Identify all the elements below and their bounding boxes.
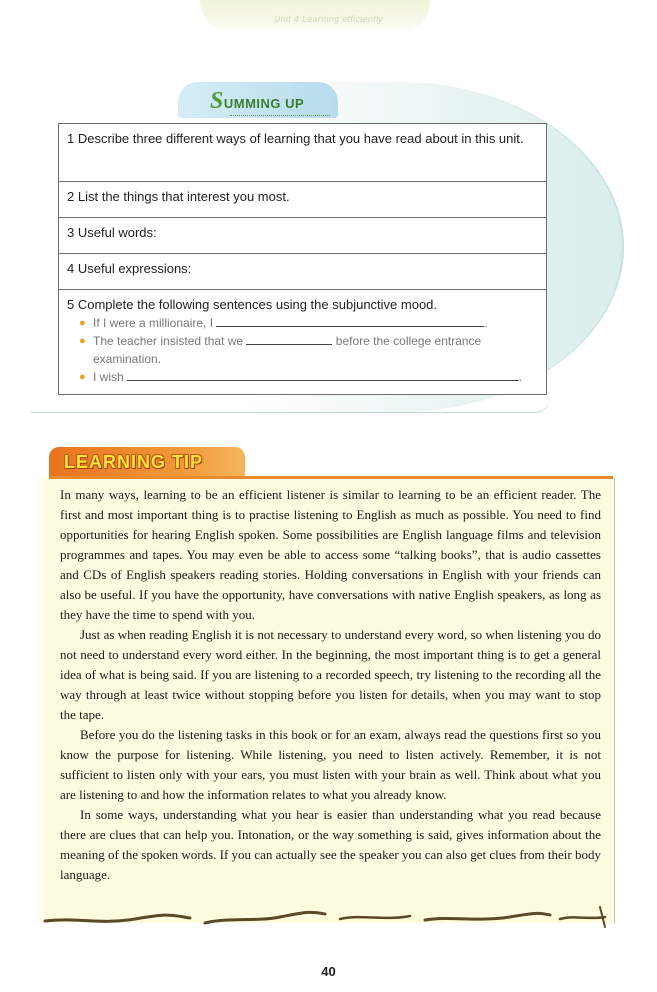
row-number: 1 bbox=[67, 131, 75, 146]
bullet-icon: ● bbox=[79, 317, 86, 329]
sentence-item bbox=[67, 314, 538, 332]
tip-paragraph-4: In some ways, understanding what you hear is easier than understanding what you read because there are clues that can help you. Intonation, or the way something is said, gives information about the meaning of the spoken words. If you can actually see the speaker you can also get clues from their body language. bbox=[60, 807, 601, 882]
learning-tip-left-edge bbox=[36, 478, 48, 923]
summing-up-title-rest: UMMING UP bbox=[223, 96, 305, 111]
row-number: 2 bbox=[67, 189, 75, 204]
summing-up-row-3 bbox=[59, 218, 546, 254]
answer-blank[interactable] bbox=[216, 314, 484, 327]
row-text: Describe three different ways of learning that you have read about in this unit. bbox=[77, 131, 524, 146]
summing-up-title bbox=[210, 88, 304, 115]
sentence-text: I wish bbox=[93, 370, 124, 384]
answer-blank[interactable] bbox=[246, 332, 332, 345]
brush-stroke-decoration bbox=[40, 905, 615, 931]
summing-up-row-2 bbox=[59, 182, 546, 218]
summing-up-table bbox=[58, 123, 547, 395]
row-text: Useful expressions: bbox=[77, 261, 192, 276]
tip-paragraph-2: Just as when reading English it is not necessary to understand every word, so when listening you do not need to understand every word either. In the beginning, the most important thing is to get a general idea of what is being said. If you are listening to a recorded speech, try listening to the recording all the way through at least twice without stopping before you listen for details, when you may want to stop the tape. bbox=[60, 627, 601, 722]
page-number: 40 bbox=[321, 964, 336, 979]
summing-up-row-5 bbox=[59, 290, 546, 394]
row-text: Useful words: bbox=[77, 225, 157, 240]
summing-up-swoosh bbox=[30, 398, 550, 413]
sentence-end: . bbox=[484, 316, 488, 330]
answer-blank[interactable] bbox=[127, 368, 519, 381]
learning-tip-right-edge bbox=[608, 478, 615, 923]
summing-up-row-4 bbox=[59, 254, 546, 290]
sentence-text: The teacher insisted that we bbox=[93, 334, 244, 348]
sentence-item bbox=[67, 332, 538, 368]
tip-paragraph-3: Before you do the listening tasks in this book or for an exam, always read the questions first so you know the purpose for listening. While listening, you need to listen actively. Remember, it is not sufficient to listen only with your ears, you must listen with your brain as well. Think about what you are listening to and how the information relates to what you already know. bbox=[60, 727, 601, 802]
learning-tip-stripe bbox=[49, 476, 613, 479]
learning-tip-label: LEARNING TIP bbox=[64, 452, 204, 472]
bullet-icon: ● bbox=[79, 371, 86, 383]
summing-up-title-underline bbox=[230, 115, 330, 116]
summing-up-row-1 bbox=[59, 124, 546, 182]
summing-up-title-initial: S bbox=[210, 88, 224, 114]
sentence-text: If I were a millionaire, I bbox=[93, 316, 214, 330]
bullet-icon: ● bbox=[79, 335, 86, 347]
sentence-end: . bbox=[519, 370, 523, 384]
row-text: Complete the following sentences using the subjunctive mood. bbox=[77, 297, 438, 312]
unit-header: Unit 4 Learning efficiently bbox=[273, 14, 384, 24]
sentence-item bbox=[67, 368, 538, 386]
tip-paragraph-1: In many ways, learning to be an efficient listener is similar to learning to be an efficient reader. The first and most important thing is to practise listening to English as much as possible. You need to find opportunities for hearing English spoken. Some possibilities are English language films and television programmes and tapes. You may even be able to access some “talking books”, that is audio cassettes and CDs of English speakers reading stories. Holding conversations in English with your friends can also be useful. If you have the opportunity, have conversations with native English speakers, as long as they have the time to spend with you. bbox=[60, 487, 601, 622]
sentence-text-continued: before the college entrance examination. bbox=[93, 334, 482, 366]
row-text: List the things that interest you most. bbox=[77, 189, 290, 204]
row-number: 5 bbox=[67, 297, 75, 312]
row-number: 3 bbox=[67, 225, 75, 240]
learning-tip-text bbox=[60, 485, 601, 885]
row-number: 4 bbox=[67, 261, 75, 276]
